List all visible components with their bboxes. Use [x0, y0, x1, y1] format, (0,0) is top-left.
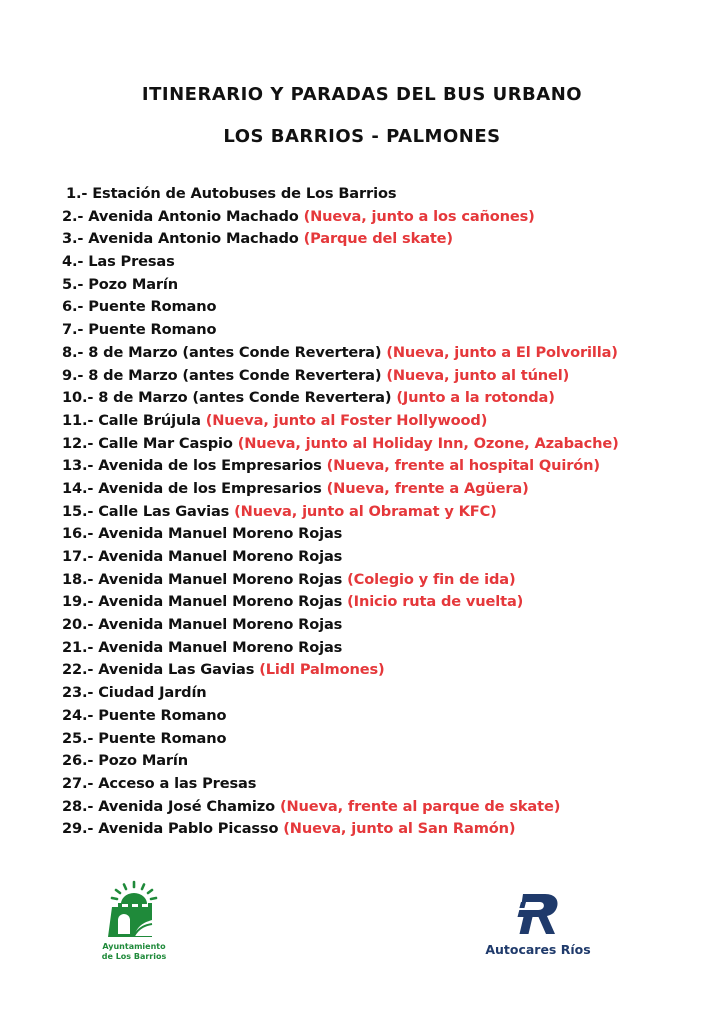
stop-number: 4.-	[62, 253, 84, 271]
stop-number: 15.-	[62, 502, 94, 520]
ayuntamiento-logo	[94, 880, 174, 972]
title-line-1: ITINERARIO Y PARADAS DEL BUS URBANO	[141, 84, 583, 105]
stop-name: Avenida Pablo Picasso	[93, 820, 284, 838]
stop-item	[62, 478, 712, 501]
stop-name: Avenida Manuel Moreno Rojas	[93, 616, 343, 634]
stop-item	[62, 773, 712, 796]
stop-item	[62, 637, 712, 660]
stop-note: (Nueva, junto al Holiday Inn, Ozone, Azabache)	[237, 434, 619, 452]
stop-number: 3.-	[62, 230, 84, 248]
stop-item	[62, 455, 712, 478]
stop-item	[62, 523, 712, 546]
stop-name: Avenida Antonio Machado	[83, 207, 304, 225]
stop-item	[62, 342, 712, 365]
stop-item	[62, 387, 712, 410]
stop-number: 19.-	[62, 593, 94, 611]
stop-number: 14.-	[62, 479, 94, 497]
stop-item	[62, 682, 712, 705]
stop-number: 20.-	[62, 616, 94, 634]
stop-note: (Inicio ruta de vuelta)	[347, 593, 524, 611]
stop-number: 1.-	[66, 185, 88, 202]
stop-name: Avenida Manuel Moreno Rojas	[93, 570, 348, 588]
stop-note: (Nueva, junto al túnel)	[386, 366, 570, 384]
r-letter-icon	[515, 892, 561, 936]
stop-item	[62, 569, 712, 592]
stop-name: Pozo Marín	[83, 275, 179, 293]
stop-item	[62, 796, 712, 819]
stop-number: 13.-	[62, 457, 94, 475]
autocares-name: Autocares Ríos	[485, 942, 591, 957]
stop-number: 18.-	[62, 570, 94, 588]
stop-name: Acceso a las Presas	[93, 774, 257, 792]
castle-sun-icon	[108, 880, 160, 940]
stop-item	[62, 728, 712, 751]
autocares-logo	[478, 892, 598, 972]
stop-item	[62, 183, 712, 206]
stop-note: (Nueva, junto al Foster Hollywood)	[205, 411, 488, 429]
title-line-2: LOS BARRIOS - PALMONES	[223, 126, 501, 147]
stop-number: 17.-	[62, 548, 94, 565]
stop-name: Puente Romano	[93, 729, 227, 747]
stop-item	[62, 750, 712, 773]
stop-name: Puente Romano	[83, 321, 217, 339]
stop-name: Avenida Antonio Machado	[83, 230, 304, 248]
stop-number: 22.-	[62, 661, 94, 679]
stop-number: 25.-	[62, 729, 94, 747]
stop-note: (Nueva, junto al Obramat y KFC)	[234, 502, 497, 520]
stop-name: Avenida Manuel Moreno Rojas	[93, 638, 343, 656]
stop-note: (Junto a la rotonda)	[396, 389, 555, 407]
stop-name: Avenida de los Empresarios	[93, 479, 327, 497]
stop-number: 23.-	[62, 684, 94, 702]
stop-name: Estación de Autobuses de Los Barrios	[87, 185, 397, 202]
stop-item	[62, 818, 712, 841]
stop-item	[62, 614, 712, 637]
stop-name: 8 de Marzo (antes Conde Revertera)	[83, 366, 387, 384]
stop-name: 8 de Marzo (antes Conde Revertera)	[93, 389, 397, 407]
stop-item	[62, 274, 712, 297]
stop-name: Avenida José Chamizo	[93, 797, 280, 815]
stop-note: (Nueva, junto a El Polvorilla)	[386, 343, 618, 361]
stop-name: Avenida Manuel Moreno Rojas	[93, 593, 348, 611]
stop-number: 29.-	[62, 820, 94, 838]
stop-number: 28.-	[62, 797, 94, 815]
stop-item	[62, 501, 712, 524]
stop-note: (Nueva, frente al parque de skate)	[279, 797, 561, 815]
stop-note: (Nueva, frente al hospital Quirón)	[326, 457, 600, 475]
stop-name: Calle Las Gavias	[93, 502, 235, 520]
stop-number: 6.-	[62, 298, 84, 316]
stop-item	[62, 410, 712, 433]
stop-name: Avenida Las Gavias	[93, 661, 260, 679]
stop-item	[62, 591, 712, 614]
stop-item	[62, 206, 712, 229]
stop-item	[62, 365, 712, 388]
stop-name: Las Presas	[83, 253, 175, 271]
stop-number: 7.-	[62, 321, 84, 339]
stop-note: (Nueva, frente a Agüera)	[326, 479, 529, 497]
stop-name: Avenida Manuel Moreno Rojas	[93, 548, 343, 565]
page-title	[0, 74, 724, 158]
stop-number: 10.-	[62, 389, 94, 407]
stop-name: Avenida de los Empresarios	[93, 457, 327, 475]
stop-number: 12.-	[62, 434, 94, 452]
stop-item	[62, 319, 712, 342]
stop-name: Ciudad Jardín	[93, 684, 207, 702]
stop-name: Puente Romano	[93, 706, 227, 724]
stop-item	[62, 546, 712, 569]
stop-number: 27.-	[62, 774, 94, 792]
stop-item	[62, 659, 712, 682]
stop-name: Avenida Manuel Moreno Rojas	[93, 525, 343, 543]
ayuntamiento-caption-2: de Los Barrios	[101, 951, 167, 961]
stop-number: 8.-	[62, 343, 84, 361]
stop-name: 8 de Marzo (antes Conde Revertera)	[83, 343, 387, 361]
stop-number: 21.-	[62, 638, 94, 656]
stop-item	[62, 433, 712, 456]
stop-note: (Lidl Palmones)	[259, 661, 385, 679]
stop-name: Pozo Marín	[93, 752, 189, 770]
stop-item	[62, 296, 712, 319]
stop-item	[62, 251, 712, 274]
stop-name: Calle Mar Caspio	[93, 434, 238, 452]
stop-number: 16.-	[62, 525, 94, 543]
stop-note: (Nueva, junto al San Ramón)	[283, 820, 516, 838]
stop-number: 26.-	[62, 752, 94, 770]
stop-number: 5.-	[62, 275, 84, 293]
stop-note: (Parque del skate)	[303, 230, 453, 248]
stop-name: Puente Romano	[83, 298, 217, 316]
stop-note: (Colegio y fin de ida)	[347, 570, 516, 588]
stop-number: 9.-	[62, 366, 84, 384]
stop-list	[62, 183, 712, 841]
stop-note: (Nueva, junto a los cañones)	[303, 207, 535, 225]
stop-name: Calle Brújula	[93, 411, 206, 429]
stop-number: 24.-	[62, 706, 94, 724]
stop-item	[62, 228, 712, 251]
ayuntamiento-caption-1: Ayuntamiento	[102, 942, 166, 951]
stop-number: 2.-	[62, 207, 84, 225]
stop-item	[62, 705, 712, 728]
stop-number: 11.-	[62, 411, 94, 429]
